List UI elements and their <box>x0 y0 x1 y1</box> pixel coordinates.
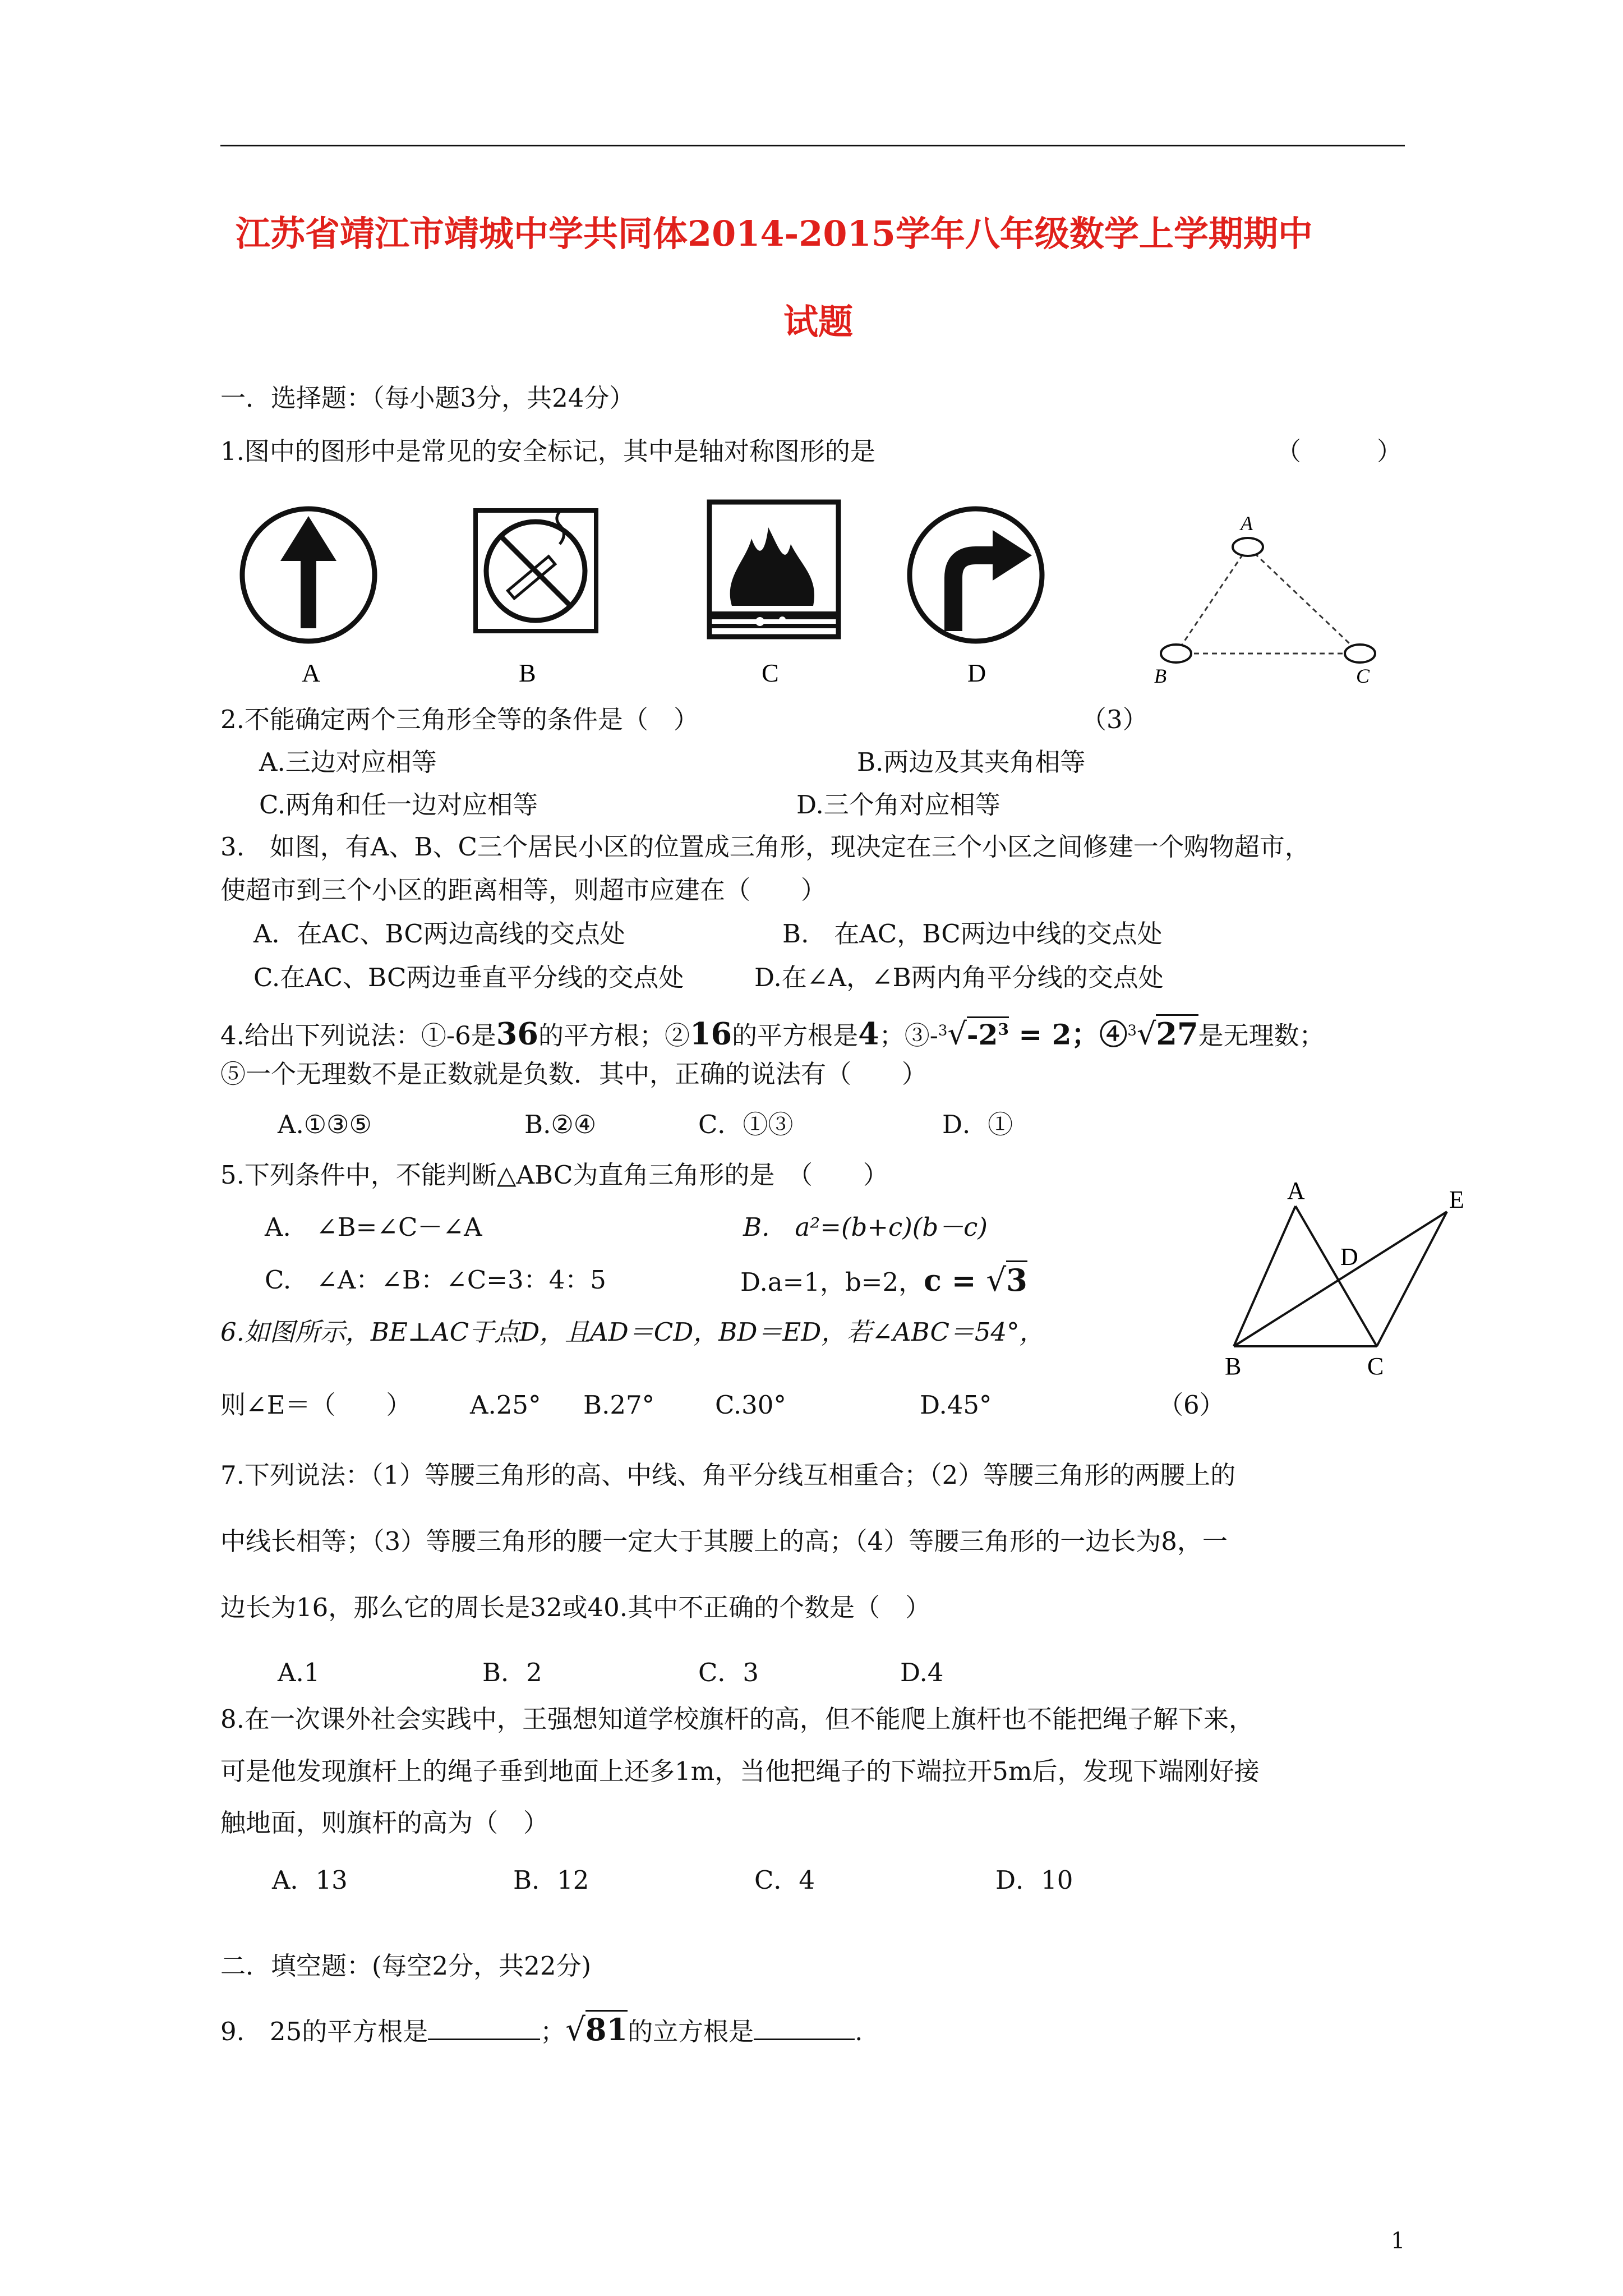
q5-option-d-math: c = <box>924 1264 986 1298</box>
q9-part1: 9. 25的平方根是 <box>220 2017 428 2046</box>
q4-part2: 的平方根；② <box>538 1020 690 1051</box>
question-7-line1: 7.下列说法：（1）等腰三角形的高、中线、角平分线互相重合；（2）等腰三角形的两腰上的 <box>220 1460 1236 1490</box>
q5-option-b: B. a²=(b+c)(b－c) <box>743 1212 988 1242</box>
sign-b-no-smoking-icon <box>476 509 596 631</box>
q8-option-b: B．12 <box>513 1865 589 1895</box>
page-number: 1 <box>1391 2228 1405 2254</box>
q2-option-d: D.三个角对应相等 <box>796 790 1000 820</box>
q5-option-c: C. ∠A：∠B：∠C=3：4：5 <box>265 1265 606 1295</box>
question-3-line2: 使超市到三个小区的距离相等，则超市应建在（ ） <box>220 875 827 905</box>
page-title-line2: 试题 <box>783 301 854 342</box>
question-5: 5.下列条件中，不能判断△ABC为直角三角形的是 （ ） <box>220 1160 888 1190</box>
q9-blank-2[interactable] <box>754 2014 855 2040</box>
q9-root: 81 <box>585 2010 628 2047</box>
q8-option-c: C．4 <box>754 1865 815 1895</box>
fig3-label-a: A <box>1241 512 1253 535</box>
question-4-line1: 4.给出下列说法：①-6是36的平方根；②16的平方根是4；$③-^3√-2^3 = 2$；④$^3$√27是无理数； <box>220 1013 1325 1053</box>
q4-part4: ；③- <box>879 1020 938 1051</box>
q2-option-c: C.两角和任一边对应相等 <box>259 790 538 820</box>
figure-3-caption: （3） <box>1081 705 1148 734</box>
fig6-label-e: E <box>1449 1186 1464 1213</box>
question-6-line2: 则∠E＝（ ） <box>220 1390 412 1420</box>
question-8-line3: 触地面，则旗杆的高为（ ） <box>220 1808 549 1838</box>
answer-paren: （ ） <box>1276 436 1403 466</box>
question-8-line2: 可是他发现旗杆上的绳子垂到地面上还多1m，当他把绳子的下端拉开5m后，发现下端刚好接 <box>220 1756 1260 1786</box>
q5-option-d: D.a=1，b=2，c = √3 <box>740 1263 1027 1299</box>
figure-3-triangle <box>1144 502 1396 693</box>
sign-a-up-arrow-icon <box>242 509 375 641</box>
q3-option-b: B. 在AC，BC两边中线的交点处 <box>782 919 1163 949</box>
q4-part3: 的平方根是 <box>732 1020 859 1051</box>
question-7-line3: 边长为16，那么它的周长是32或40.其中不正确的个数是（ ） <box>220 1593 931 1622</box>
q4-option-d: D．① <box>942 1110 1013 1139</box>
q7-option-c: C．3 <box>698 1658 759 1687</box>
fig6-label-b: B <box>1225 1352 1242 1380</box>
q6-option-a: A.25° <box>470 1390 541 1420</box>
question-7-line2: 中线长相等；（3）等腰三角形的腰一定大于其腰上的高；（4）等腰三角形的一边长为8，一 <box>220 1526 1228 1556</box>
sign-c-fire-icon <box>709 502 838 637</box>
sign-label-a: A <box>302 659 321 684</box>
q4-exponent: 3 <box>998 1020 1009 1038</box>
figure-6-caption: （6） <box>1158 1390 1225 1420</box>
q9-part3: 的立方根是 <box>628 2017 754 2046</box>
q4-option-a: A.①③⑤ <box>278 1110 372 1139</box>
question-6: 6.如图所示，BE⊥AC于点D，且AD＝CD，BD＝ED，若∠ABC＝54°， <box>220 1317 1045 1347</box>
question-3-line1: 3. 如图，有A、B、C三个居民小区的位置成三角形，现决定在三个小区之间修建一个购物超市， <box>220 832 1310 862</box>
q2-option-b: B.两边及其夹角相等 <box>857 747 1086 777</box>
q4-num4: 4 <box>858 1015 879 1052</box>
sign-d-turn-right-icon <box>910 509 1042 641</box>
q4-option-c: C．①③ <box>698 1110 794 1139</box>
residential-area-c <box>1345 645 1375 662</box>
q4-part1: 4.给出下列说法：①-6是 <box>220 1020 496 1051</box>
q4-num27: 27 <box>1156 1014 1198 1052</box>
question-2: 2.不能确定两个三角形全等的条件是（ ） <box>220 705 699 734</box>
q9-part4: . <box>855 2017 863 2046</box>
q7-option-d: D.4 <box>900 1658 944 1687</box>
section-choice-heading: 一．选择题：（每小题3分，共24分） <box>220 383 635 413</box>
q8-option-d: D．10 <box>995 1865 1073 1895</box>
q3-option-d: D.在∠A，∠B两内角平分线的交点处 <box>754 963 1164 992</box>
fig6-label-a: A <box>1287 1177 1305 1204</box>
q4-radicand: -2 <box>966 1018 998 1051</box>
sign-label-c: C <box>762 659 779 684</box>
q6-option-d: D.45° <box>920 1390 992 1420</box>
q6-option-c: C.30° <box>715 1390 786 1420</box>
section-fill-heading: 二．填空题：(每空2分，共22分) <box>220 1951 592 1981</box>
page-title: 江苏省靖江市靖城中学共同体2014-2015学年八年级数学上学期期中 <box>236 213 1313 254</box>
q8-option-a: A．13 <box>272 1865 348 1895</box>
question-8-line1: 8.在一次课外社会实践中，王强想知道学校旗杆的高，但不能爬上旗杆也不能把绳子解下来， <box>220 1704 1254 1734</box>
q3-option-a: A．在AC、BC两边高线的交点处 <box>253 919 625 949</box>
q5-option-d-text: D.a=1，b=2， <box>740 1267 924 1297</box>
fig3-label-c: C <box>1356 665 1370 687</box>
q4-num36: 36 <box>496 1015 538 1052</box>
q2-option-a: A.三边对应相等 <box>259 747 437 777</box>
q9-blank-1[interactable] <box>428 2014 540 2040</box>
q5-option-a: A. ∠B=∠C－∠A <box>265 1212 482 1242</box>
figure-6-geometry <box>1223 1175 1481 1400</box>
sign-label-d: D <box>967 659 986 684</box>
q7-option-a: A.1 <box>278 1658 320 1687</box>
q9-part2: ； <box>540 2017 566 2046</box>
q7-option-b: B．2 <box>482 1658 542 1687</box>
fig6-label-c: C <box>1367 1352 1384 1380</box>
q6-option-b: B.27° <box>583 1390 655 1420</box>
question-4-line2: ⑤一个无理数不是正数就是负数．其中，正确的说法有（ ） <box>220 1059 928 1089</box>
question-9: 9. 25的平方根是 ；√81的立方根是 . <box>220 2013 863 2049</box>
q4-num16: 16 <box>689 1015 732 1052</box>
q4-part5: = 2；④ <box>1008 1018 1128 1051</box>
header-rule <box>220 145 1405 146</box>
residential-area-a <box>1233 538 1263 556</box>
sign-label-b: B <box>519 659 536 684</box>
fig3-label-b: B <box>1154 665 1166 687</box>
q4-option-b: B.②④ <box>524 1110 597 1139</box>
safety-signs-figure <box>224 494 1066 684</box>
question-1: 1.图中的图形中是常见的安全标记，其中是轴对称图形的是 <box>220 436 875 466</box>
q5-option-d-root: 3 <box>1006 1260 1027 1298</box>
residential-area-b <box>1161 645 1191 662</box>
q4-part6: 是无理数； <box>1198 1020 1325 1051</box>
fig6-label-d: D <box>1340 1243 1358 1271</box>
q3-option-c: C.在AC、BC两边垂直平分线的交点处 <box>253 963 684 992</box>
